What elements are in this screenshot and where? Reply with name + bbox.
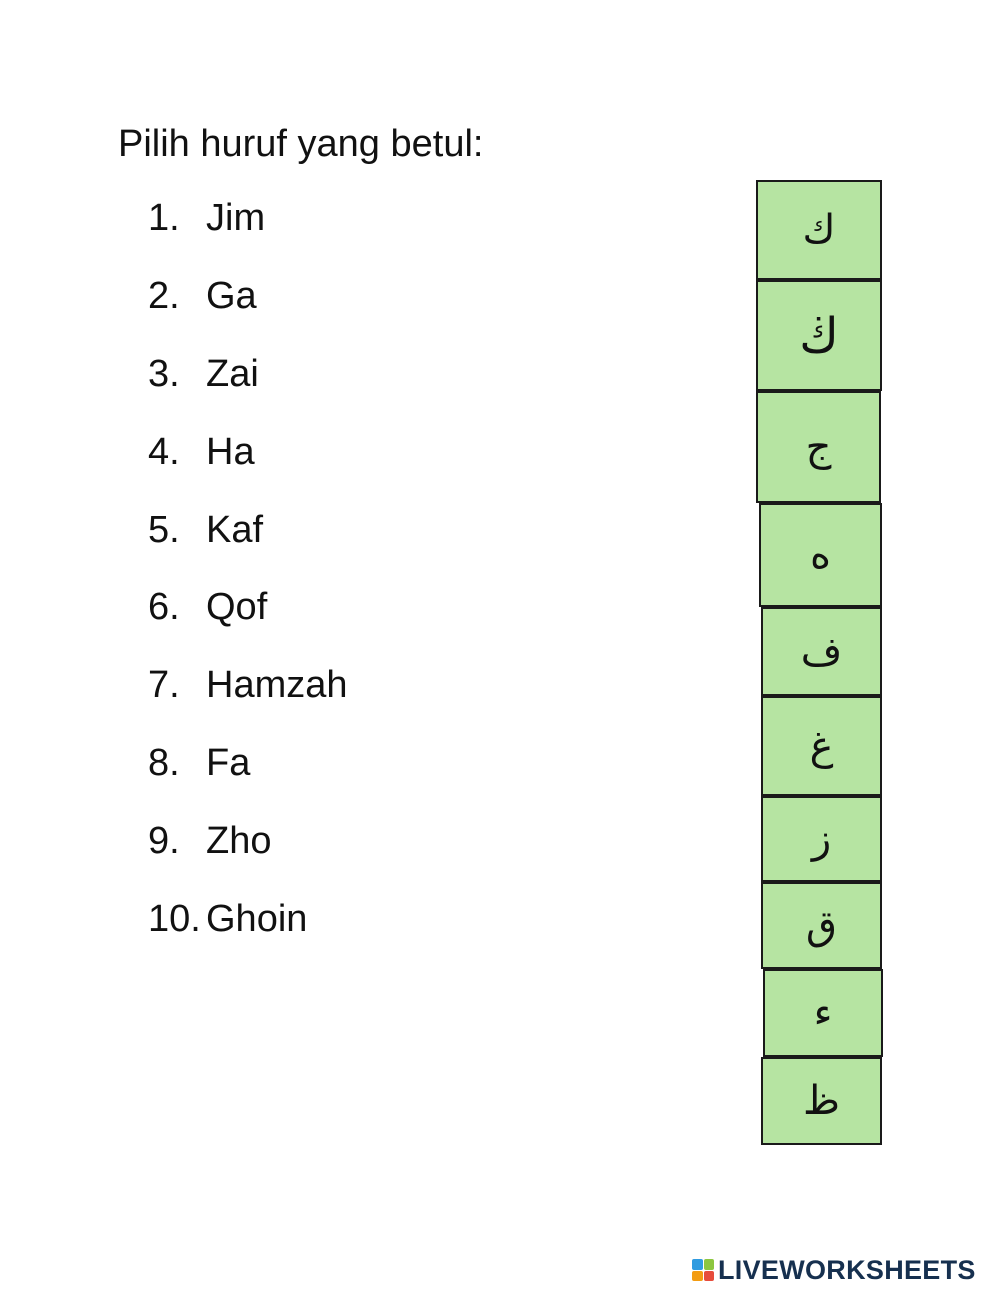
item-word: Ghoin (206, 898, 308, 940)
item-word: Ha (206, 431, 255, 473)
tile-letter: ج (805, 424, 832, 470)
liveworksheets-logo (692, 1254, 976, 1286)
item-number: 9. (148, 820, 180, 862)
item-word: Ga (206, 275, 257, 317)
tile-letter: ز (811, 816, 832, 862)
item-word: Zai (206, 353, 259, 395)
item-word: Jim (206, 197, 266, 239)
logo-mark-icon (692, 1259, 714, 1281)
item-number: 5. (148, 509, 180, 551)
tile-letter: ق (805, 902, 838, 949)
item-number: 4. (148, 431, 180, 473)
item-number: 10. (148, 898, 201, 940)
letter-tile-ga[interactable] (756, 280, 882, 391)
letter-tile-zai[interactable] (761, 796, 882, 882)
tile-letter: ء (813, 990, 833, 1036)
letter-tile-qof[interactable] (761, 882, 882, 969)
item-word: Fa (206, 742, 251, 784)
item-word: Zho (206, 820, 272, 862)
letter-tile-fa[interactable] (761, 607, 882, 696)
letter-tile-zho[interactable] (761, 1057, 882, 1145)
tile-letter: ه (810, 532, 831, 578)
item-number: 3. (148, 353, 180, 395)
item-word: Hamzah (206, 664, 348, 706)
letter-tile-jim[interactable] (756, 391, 881, 503)
letter-tile-ha[interactable] (759, 503, 882, 607)
item-number: 2. (148, 275, 180, 317)
letter-tile-ghoin[interactable] (761, 696, 882, 796)
item-number: 6. (148, 586, 180, 628)
tile-letter: ظ (803, 1078, 840, 1124)
item-number: 1. (148, 197, 180, 239)
item-word: Kaf (206, 509, 264, 551)
logo-text: LIVEWORKSHEETS (718, 1254, 976, 1285)
tile-letter: ك (802, 207, 836, 253)
letter-tile-kaf[interactable] (756, 180, 882, 280)
tile-letter: ف (800, 628, 843, 675)
item-number: 8. (148, 742, 180, 784)
item-word: Qof (206, 586, 268, 628)
tile-letter: غ (809, 723, 834, 769)
instruction-heading: Pilih huruf yang betul: (118, 123, 484, 165)
tile-letter: ڬ (799, 307, 839, 364)
item-number: 7. (148, 664, 180, 706)
letter-tile-hamzah[interactable] (763, 969, 883, 1057)
